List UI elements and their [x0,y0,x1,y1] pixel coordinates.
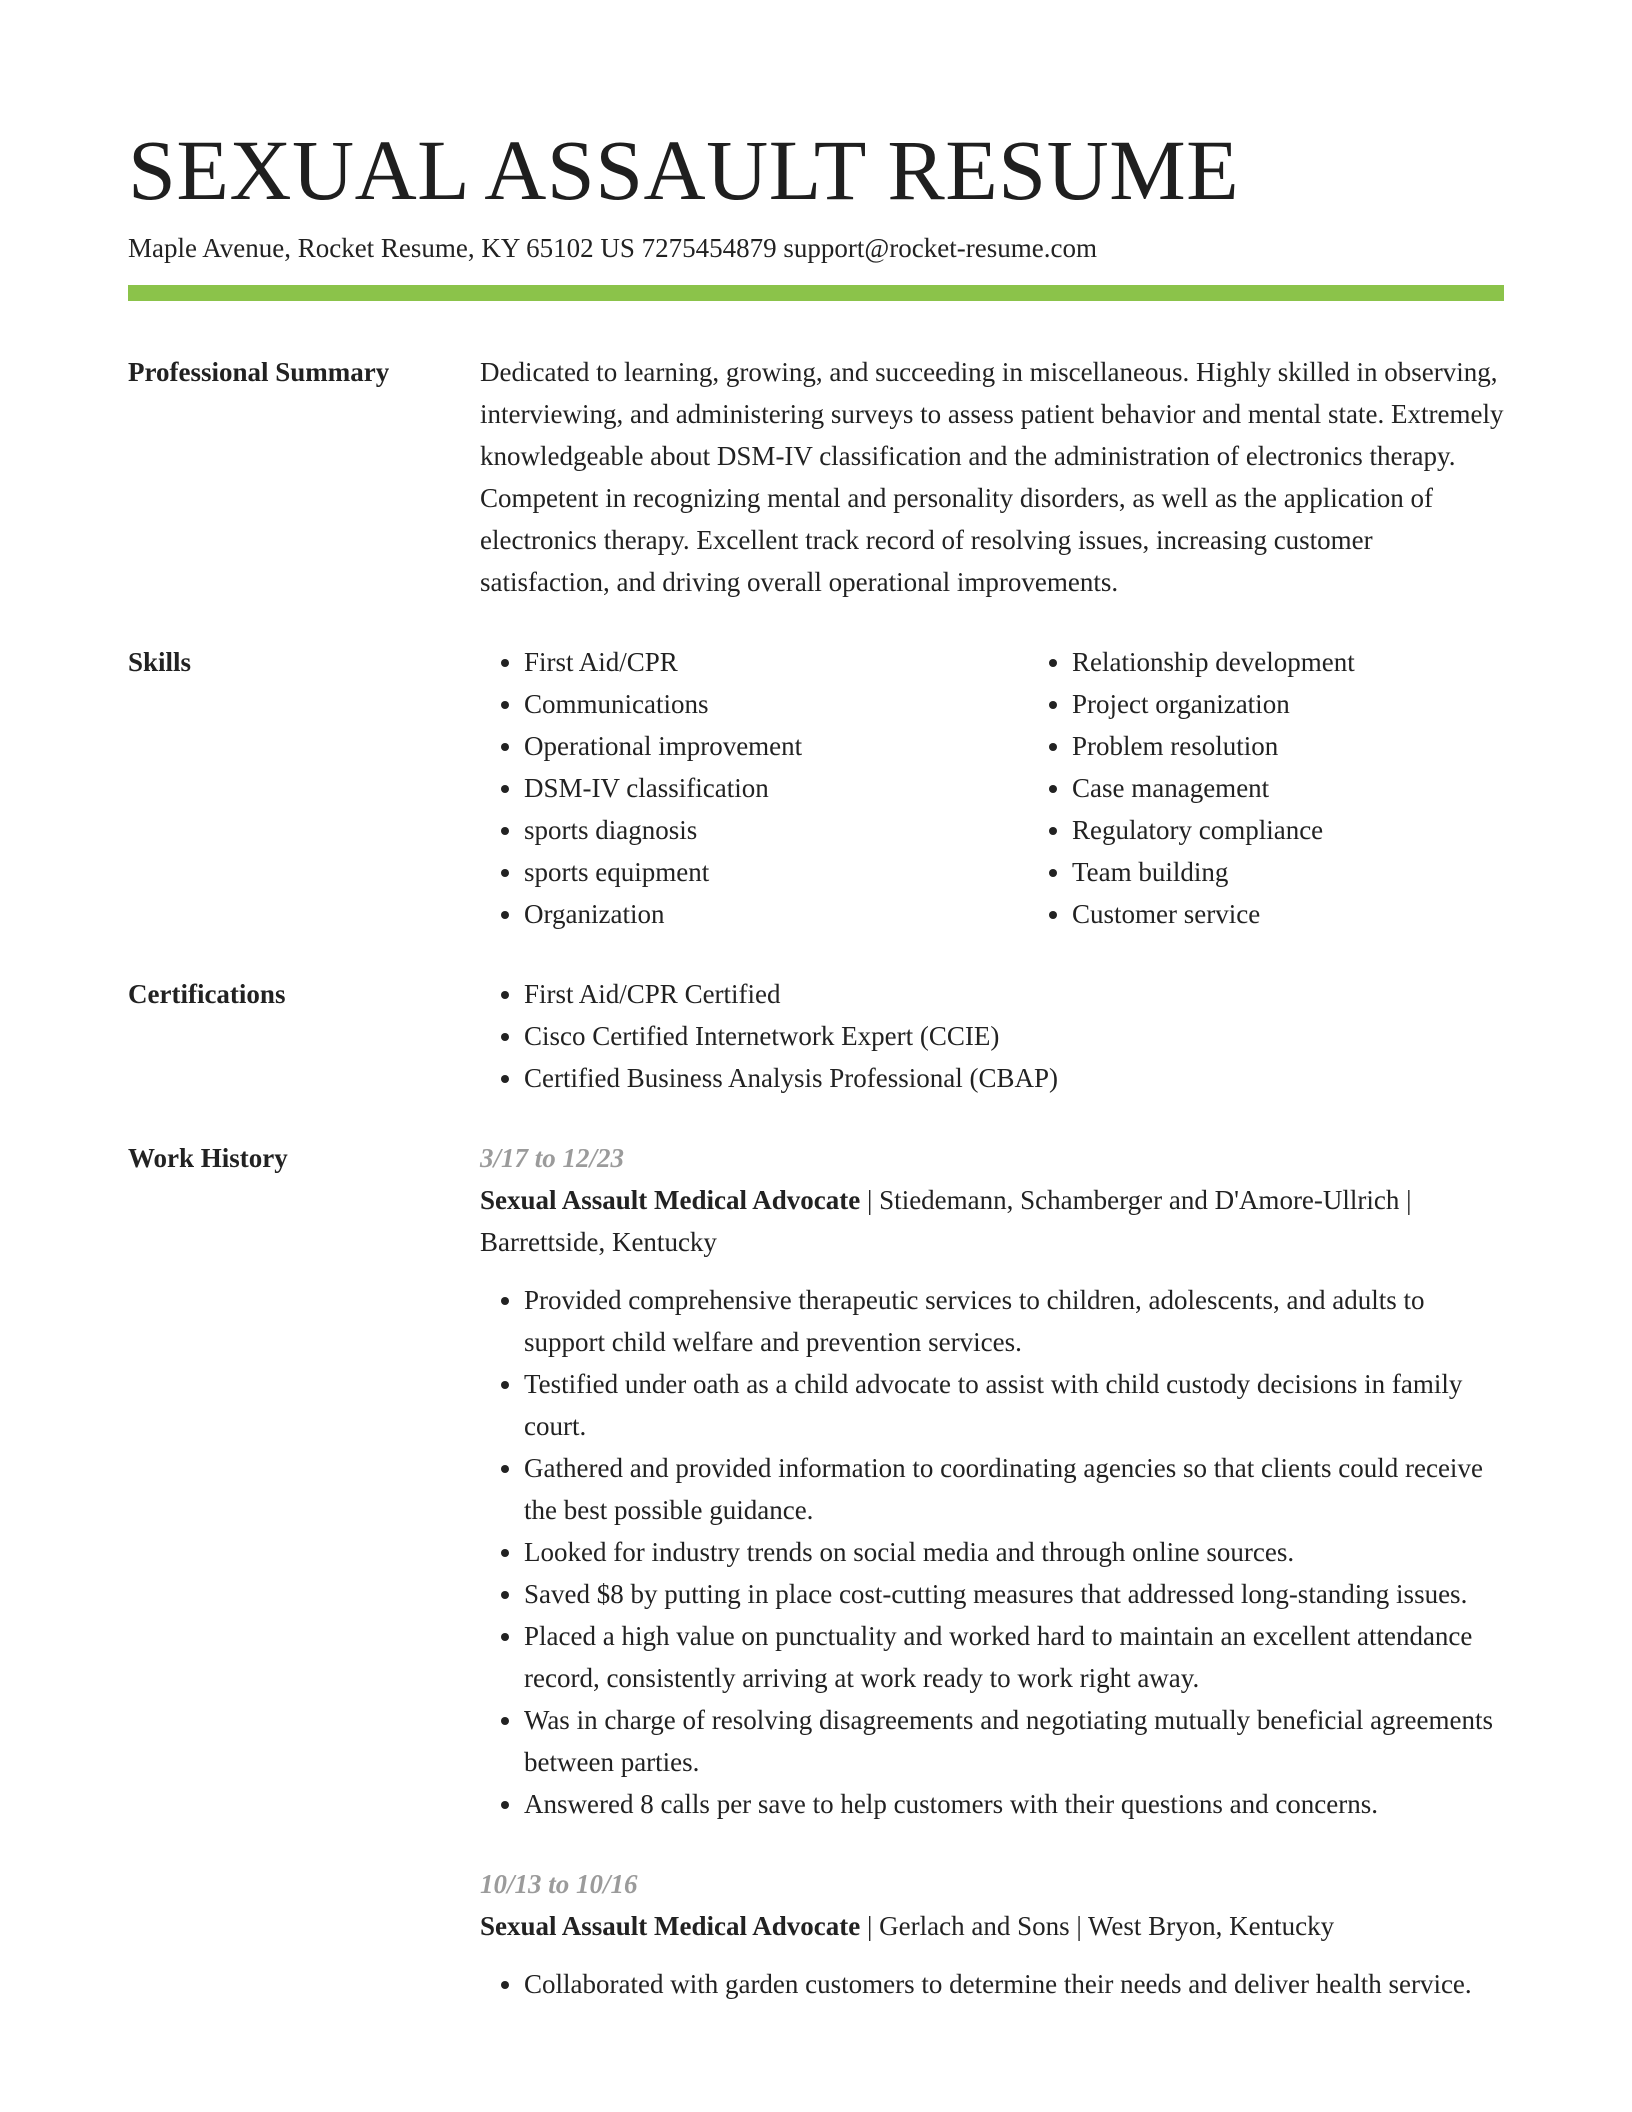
job-bullet: • Provided comprehensive therapeutic services to children, adolescents, and adults to support child welfare and prevention services. [524,1279,1504,1363]
summary-section [128,351,1504,603]
job-bullet: • Testified under oath as a child advocate to assist with child custody decisions in family court. [524,1363,1504,1447]
section-label-skills: Skills [128,647,192,677]
section-label-summary: Professional Summary [128,357,390,387]
skill-item: • Organization [524,893,1028,935]
skill-item: • Team building [1072,851,1576,893]
skill-item: • Case management [1072,767,1576,809]
job-details: | Stiedemann, Schamberger and D'Amore-Ullrich | Barrettside, Kentucky [480,1185,1412,1257]
job-entry [480,1863,1504,2005]
job-bullet: • Placed a high value on punctuality and worked hard to maintain an excellent attendance record, consistently arriving at work ready to work right away. [524,1615,1504,1699]
work-history-section [128,1137,1504,2005]
job-bullets [480,1279,1504,1825]
section-label-work-history: Work History [128,1143,288,1173]
contact-line: Maple Avenue, Rocket Resume, KY 65102 US 7275454879 support@rocket-resume.com [128,233,1097,263]
resume-page [128,120,1504,2005]
skills-list-right [1028,641,1576,935]
skill-item: • Project organization [1072,683,1576,725]
job-dates: 10/13 to 10/16 [480,1869,638,1899]
skill-item: • sports equipment [524,851,1028,893]
certification-item: • First Aid/CPR Certified [524,973,1504,1015]
job-entry [480,1137,1504,1825]
job-details: | Gerlach and Sons | West Bryon, Kentucky [860,1911,1335,1941]
certification-item: • Cisco Certified Internetwork Expert (CCIE) [524,1015,1504,1057]
job-bullet: • Collaborated with garden customers to determine their needs and deliver health service. [524,1963,1504,2005]
skills-list-left [480,641,1028,935]
skill-item: • DSM-IV classification [524,767,1028,809]
skill-item: • Operational improvement [524,725,1028,767]
skill-item: • Regulatory compliance [1072,809,1576,851]
summary-text: Dedicated to learning, growing, and succeeding in miscellaneous. Highly skilled in observing, interviewing, and administering surveys to assess patient behavior and mental state. Extremely knowledgeable about DSM-IV classification and the administration of electronics therapy. Competent in recognizing mental and personality disorders, as well as the application of electronics therapy. Excellent track record of resolving issues, increasing customer satisfaction, and driving overall operational improvements. [480,357,1504,597]
skill-item: • Customer service [1072,893,1576,935]
job-dates: 3/17 to 12/23 [480,1143,625,1173]
skill-item: • First Aid/CPR [524,641,1028,683]
skill-item: • Communications [524,683,1028,725]
job-bullet: • Was in charge of resolving disagreements and negotiating mutually beneficial agreements between parties. [524,1699,1504,1783]
job-bullet: • Saved $8 by putting in place cost-cutting measures that addressed long-standing issues. [524,1573,1504,1615]
accent-divider [128,285,1504,301]
skills-section [128,641,1504,935]
certification-item: • Certified Business Analysis Professional (CBAP) [524,1057,1504,1099]
job-heading [480,1179,1504,1263]
job-bullets [480,1963,1504,2005]
job-title: Sexual Assault Medical Advocate [480,1911,861,1941]
section-label-certifications: Certifications [128,979,286,1009]
skill-item: • Problem resolution [1072,725,1576,767]
certifications-list [480,973,1504,1099]
job-heading [480,1905,1504,1947]
skill-item: • sports diagnosis [524,809,1028,851]
skill-item: • Relationship development [1072,641,1576,683]
job-bullet: • Looked for industry trends on social media and through online sources. [524,1531,1504,1573]
resume-name: SEXUAL ASSAULT RESUME [128,122,1240,218]
job-bullet: • Answered 8 calls per save to help customers with their questions and concerns. [524,1783,1504,1825]
job-bullet: • Gathered and provided information to coordinating agencies so that clients could receive the best possible guidance. [524,1447,1504,1531]
certifications-section [128,973,1504,1099]
job-title: Sexual Assault Medical Advocate [480,1185,861,1215]
